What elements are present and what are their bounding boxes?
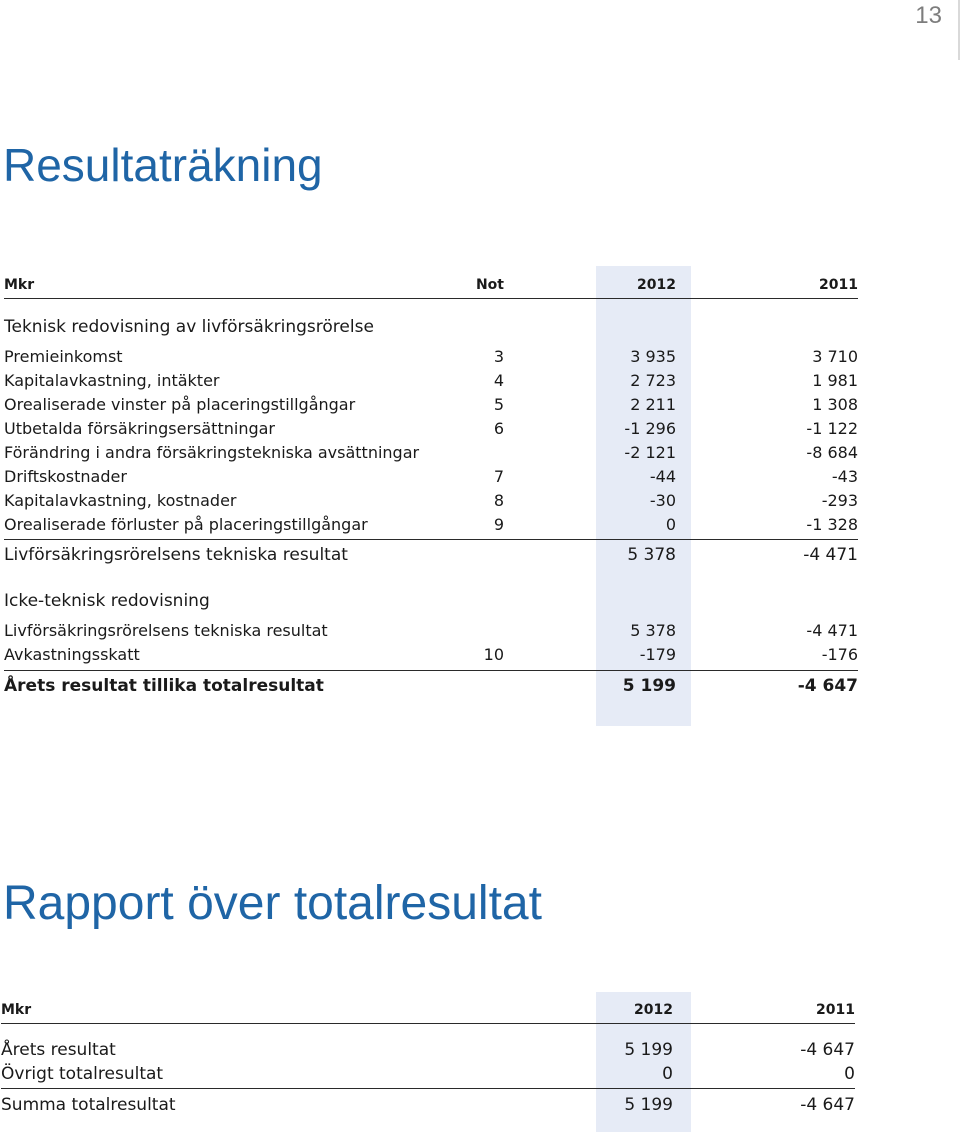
row-label: Förändring i andra försäkringstekniska avsättningar [4, 443, 420, 462]
section-title-non-technical [4, 589, 858, 613]
row-value-2011: -8 684 [806, 443, 858, 462]
row-value-2012: 5 199 [624, 1040, 673, 1060]
row-note: 9 [493, 515, 504, 534]
table-row [4, 643, 858, 667]
header-rule [4, 298, 858, 299]
row-value-2012: 0 [665, 515, 676, 534]
row-label: Årets resultat [1, 1040, 116, 1060]
table-row [4, 441, 858, 465]
row-label: Kapitalavkastning, kostnader [4, 491, 237, 510]
table-row [4, 513, 858, 537]
table-row [4, 489, 858, 513]
row-label: Summa totalresultat [1, 1095, 176, 1115]
row-label: Kapitalavkastning, intäkter [4, 371, 220, 390]
row-label: Driftskostnader [4, 467, 127, 486]
row-value-2011: 0 [844, 1064, 855, 1084]
row-value-2012: -2 121 [624, 443, 676, 462]
row-value-2011: -293 [821, 491, 858, 510]
col-header-not: Not [475, 277, 504, 293]
row-value-2012: -179 [639, 645, 676, 664]
row-value-2012: 2 723 [630, 371, 676, 390]
row-label: Orealiserade vinster på placeringstillgångar [4, 395, 356, 414]
row-value-2012: 3 935 [630, 347, 676, 366]
subtotal-row-technical-result [4, 543, 858, 567]
total-row [1, 1093, 855, 1117]
table-row [4, 393, 858, 417]
row-value-2012: 5 199 [622, 676, 676, 696]
row-value-2011: 1 308 [812, 395, 858, 414]
row-value-2012: -1 296 [624, 419, 676, 438]
row-value-2012: -44 [649, 467, 676, 486]
table-row [1, 1062, 855, 1086]
row-label: Livförsäkringsrörelsens tekniska resultat [4, 621, 328, 640]
row-value-2012: 0 [662, 1064, 673, 1084]
row-value-2011: -4 647 [800, 1040, 855, 1060]
section-title-label: Teknisk redovisning av livförsäkringsrörelse [4, 317, 374, 337]
row-value-2011: -1 328 [806, 515, 858, 534]
row-note: 10 [483, 645, 504, 664]
row-label: Orealiserade förluster på placeringstillgångar [4, 515, 368, 534]
row-value-2011: -176 [821, 645, 858, 664]
row-value-2012: -30 [649, 491, 676, 510]
table-row [4, 465, 858, 489]
row-value-2011: 1 981 [812, 371, 858, 390]
row-value-2011: -4 471 [803, 545, 858, 565]
col-header-2011: 2011 [819, 277, 858, 293]
row-value-2011: -1 122 [806, 419, 858, 438]
row-value-2011: -4 471 [806, 621, 858, 640]
table-header-row [1, 998, 855, 1022]
row-value-2011: -43 [831, 467, 858, 486]
col-header-mkr: Mkr [1, 1002, 32, 1018]
table-row [4, 369, 858, 393]
row-note: 5 [493, 395, 504, 414]
row-note: 3 [493, 347, 504, 366]
total-row [4, 674, 858, 698]
total-rule [1, 1088, 855, 1089]
row-label: Premieinkomst [4, 347, 123, 366]
table-row [4, 619, 858, 643]
total-rule [4, 670, 858, 671]
row-note: 8 [493, 491, 504, 510]
section-title-label: Icke-teknisk redovisning [4, 591, 210, 611]
row-label: Årets resultat tillika totalresultat [4, 676, 324, 696]
table-row [4, 417, 858, 441]
header-rule [1, 1023, 855, 1024]
row-value-2011: -4 647 [800, 1095, 855, 1115]
col-header-2012: 2012 [637, 277, 676, 293]
row-label: Livförsäkringsrörelsens tekniska resultat [4, 545, 348, 565]
row-label: Avkastningsskatt [4, 645, 140, 664]
row-label: Övrigt totalresultat [1, 1064, 164, 1084]
col-header-2012: 2012 [634, 1002, 673, 1018]
comprehensive-income-title: Rapport över totalresultat [3, 877, 542, 930]
income-statement-title: Resultaträkning [3, 139, 323, 191]
row-value-2012: 5 378 [627, 545, 676, 565]
subtotal-rule [4, 539, 858, 540]
row-label: Utbetalda försäkringsersättningar [4, 419, 275, 438]
row-note: 7 [493, 467, 504, 486]
row-value-2012: 5 378 [630, 621, 676, 640]
row-value-2012: 2 211 [630, 395, 676, 414]
page-number: 13 [915, 2, 942, 29]
col-header-2011: 2011 [816, 1002, 855, 1018]
row-note: 6 [493, 419, 504, 438]
row-value-2012: 5 199 [624, 1095, 673, 1115]
col-header-mkr: Mkr [4, 277, 35, 293]
row-note: 4 [493, 371, 504, 390]
row-value-2011: 3 710 [812, 347, 858, 366]
section-title-technical [4, 315, 858, 339]
table-row [1, 1038, 855, 1062]
table-header-row [4, 273, 858, 297]
table-row [4, 345, 858, 369]
row-value-2011: -4 647 [797, 676, 858, 696]
